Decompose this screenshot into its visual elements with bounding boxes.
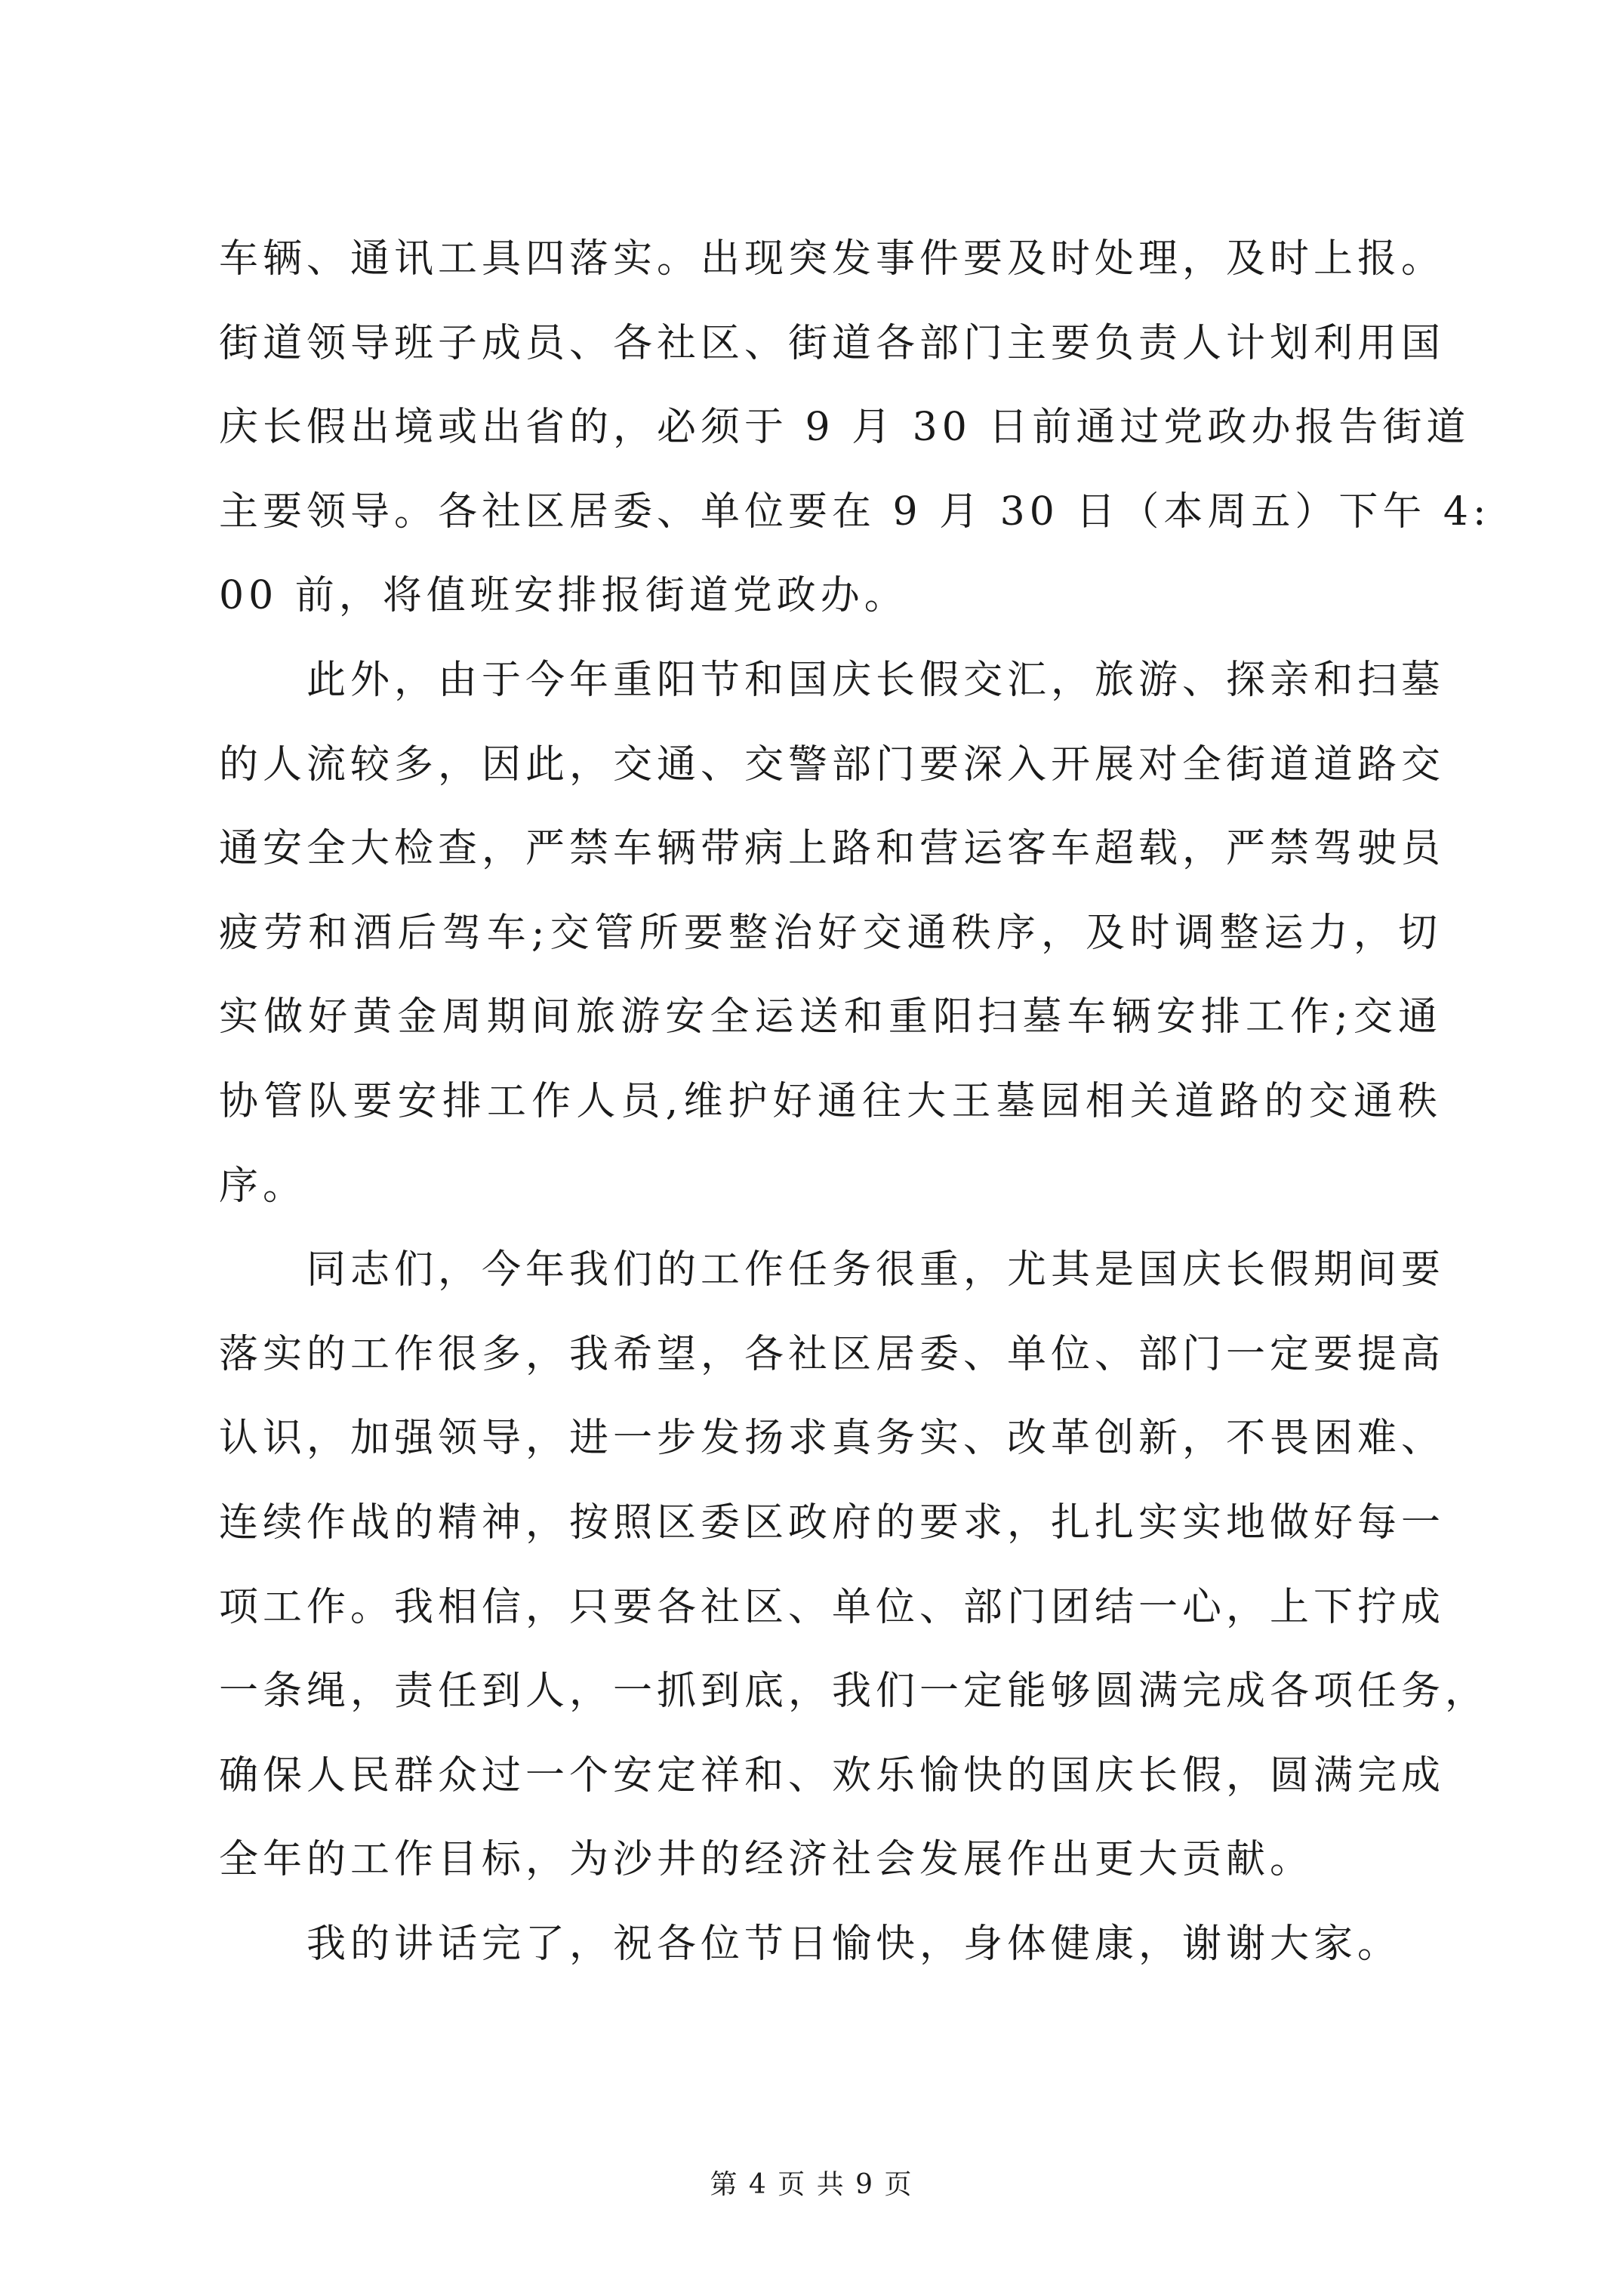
paragraph-first-line: 同志们，今年我们的工作任务很重，尤其是国庆长假期间要 bbox=[306, 1247, 1446, 1293]
text-line: 序。 bbox=[219, 1163, 307, 1209]
text-line: 主要领导。各社区居委、单位要在 9 月 30 日（本周五）下午 4: bbox=[219, 488, 1491, 535]
text-line: 一条绳，责任到人，一抓到底，我们一定能够圆满完成各项任务， bbox=[219, 1669, 1489, 1715]
text-line: 疲劳和酒后驾车;交管所要整治好交通秩序，及时调整运力，切 bbox=[219, 910, 1442, 956]
text-line: 00 前，将值班安排报街道党政办。 bbox=[219, 573, 908, 619]
text-line: 通安全大检查，严禁车辆带病上路和营运客车超载，严禁驾驶员 bbox=[219, 826, 1446, 872]
text-line: 实做好黄金周期间旅游安全运送和重阳扫墓车辆安排工作;交通 bbox=[219, 994, 1442, 1040]
text-line: 认识，加强领导，进一步发扬求真务实、改革创新，不畏困难、 bbox=[219, 1416, 1446, 1462]
document-body bbox=[219, 217, 1491, 1986]
paragraph-first-line: 此外，由于今年重阳节和国庆长假交汇，旅游、探亲和扫墓 bbox=[306, 657, 1446, 703]
text-line: 项工作。我相信，只要各社区、单位、部门团结一心，上下拧成 bbox=[219, 1584, 1446, 1630]
text-line: 的人流较多，因此，交通、交警部门要深入开展对全街道道路交 bbox=[219, 741, 1446, 787]
text-line: 车辆、通讯工具四落实。出现突发事件要及时处理，及时上报。 bbox=[219, 236, 1446, 282]
text-line: 落实的工作很多，我希望，各社区居委、单位、部门一定要提高 bbox=[219, 1331, 1446, 1377]
text-line: 全年的工作目标，为沙井的经济社会发展作出更大贡献。 bbox=[219, 1837, 1314, 1883]
text-line: 协管队要安排工作人员,维护好通往大王墓园相关道路的交通秩 bbox=[219, 1078, 1442, 1124]
page-number-footer: 第 4 页 共 9 页 bbox=[710, 2169, 913, 2200]
text-line: 庆长假出境或出省的，必须于 9 月 30 日前通过党政办报告街道 bbox=[219, 405, 1471, 451]
text-line: 确保人民群众过一个安定祥和、欢乐愉快的国庆长假，圆满完成 bbox=[219, 1752, 1446, 1798]
paragraph-first-line: 我的讲话完了，祝各位节日愉快，身体健康，谢谢大家。 bbox=[306, 1921, 1402, 1967]
text-line: 街道领导班子成员、各社区、街道各部门主要负责人计划利用国 bbox=[219, 320, 1446, 366]
text-line: 连续作战的精神，按照区委区政府的要求，扎扎实实地做好每一 bbox=[219, 1499, 1446, 1546]
